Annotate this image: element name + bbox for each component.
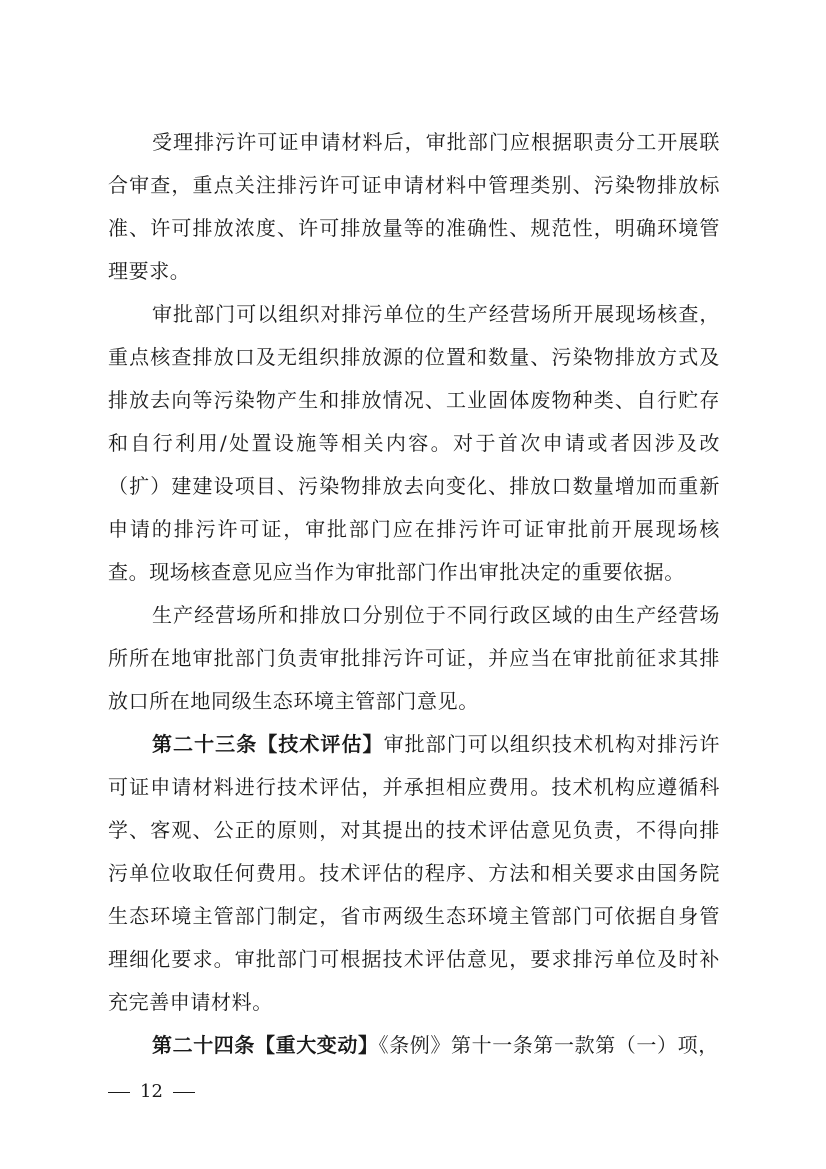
document-body: [108, 121, 720, 1067]
paragraph-cross-region: [108, 594, 720, 723]
paragraph-text: 审批部门可以组织技术机构对排污许可证申请材料进行技术评估，并承担相应费用。技术机构应遵循科学、客观、公正的原则，对其提出的技术评估意见负责，不得向排污单位收取任何费用。技术评估的程序、方法和相关要求由国务院生态环境主管部门制定，省市两级生态环境主管部门可依据自身管理细化要求。审批部门可根据技术评估意见，要求排污单位及时补充完善申请材料。: [108, 732, 720, 1014]
paragraph-text: 审批部门可以组织对排污单位的生产经营场所开展现场核查，重点核查排放口及无组织排放源的位置和数量、污染物排放方式及排放去向等污染物产生和排放情况、工业固体废物种类、自行贮存和自行利用/处置设施等相关内容。对于首次申请或者因涉及改（扩）建建设项目、污染物排放去向变化、排放口数量增加而重新申请的排污许可证，审批部门应在排污许可证审批前开展现场核查。现场核查意见应当作为审批部门作出审批决定的重要依据。: [108, 302, 720, 584]
page-footer: [108, 1080, 195, 1104]
page-number: 12: [140, 1081, 163, 1102]
footer-dash-left: [108, 1092, 130, 1093]
footer-dash-right: [173, 1092, 195, 1093]
article-lead: 第二十三条【技术评估】: [152, 732, 384, 756]
paragraph-text: 受理排污许可证申请材料后，审批部门应根据职责分工开展联合审查，重点关注排污许可证申请材料中管理类别、污染物排放标准、许可排放浓度、许可排放量等的准确性、规范性，明确环境管理要求。: [108, 130, 720, 283]
paragraph-joint-review: [108, 121, 720, 293]
paragraph-article-24: [108, 1024, 720, 1067]
paragraph-text: 《条例》第十一条第一款第（一）项，: [378, 1033, 719, 1057]
paragraph-text: 生产经营场所和排放口分别位于不同行政区域的由生产经营场所所在地审批部门负责审批排污许可证，并应当在审批前征求其排放口所在地同级生态环境主管部门意见。: [108, 603, 720, 713]
paragraph-site-inspection: [108, 293, 720, 594]
article-lead: 第二十四条【重大变动】: [152, 1033, 379, 1057]
paragraph-article-23: [108, 723, 720, 1024]
